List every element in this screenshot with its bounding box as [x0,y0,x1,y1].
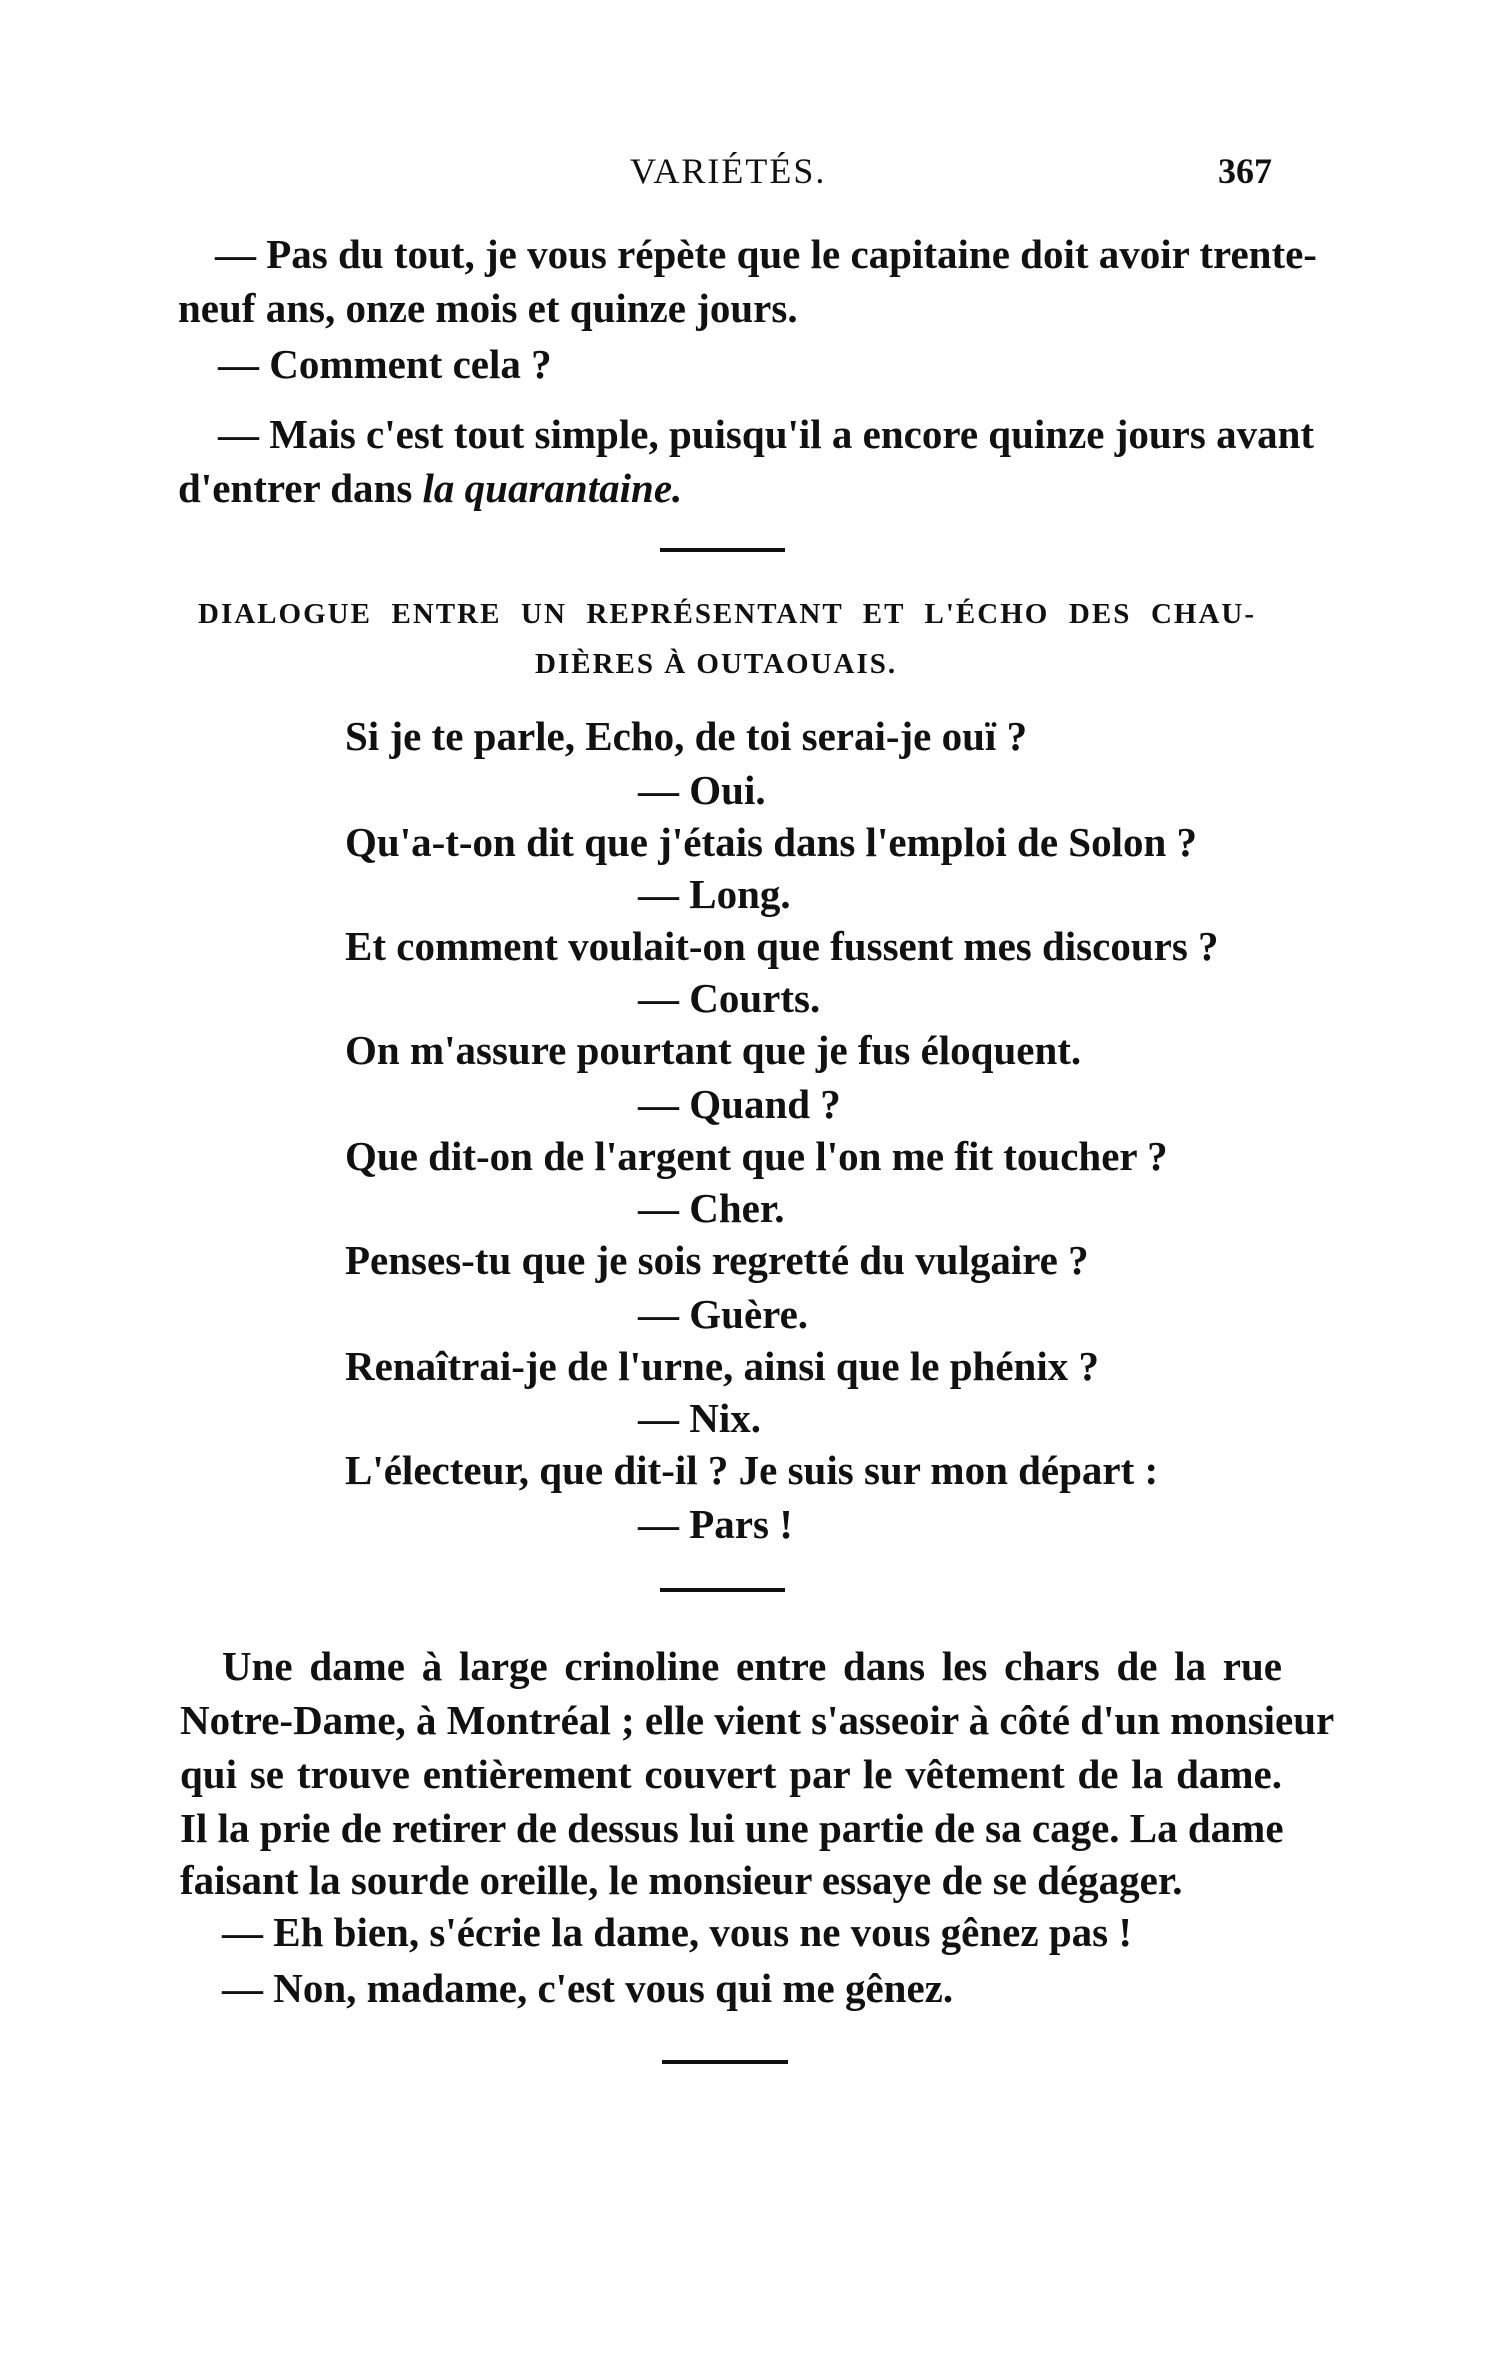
dialogue-heading-line-1: DIALOGUE ENTRE UN REPRÉSENTANT ET L'ÉCHO DES CHAU- [198,598,1256,630]
verse-answer-5: — Cher. [638,1185,785,1231]
verse-answer-7: — Nix. [638,1395,761,1441]
verse-question-7: Renaîtrai-je de l'urne, ainsi que le phénix ? [345,1343,1099,1389]
anecdote-line-4: Il la prie de retirer de dessus lui une partie de sa cage. La dame [180,1805,1284,1851]
intro-line-3: — Comment cela ? [218,341,552,387]
verse-answer-2: — Long. [638,871,791,917]
verse-answer-1: — Oui. [638,767,766,813]
verse-question-5: Que dit-on de l'argent que l'on me fit toucher ? [345,1133,1168,1179]
intro-line-4: — Mais c'est tout simple, puisqu'il a encore quinze jours avant [218,411,1315,457]
anecdote-line-1: Une dame à large crinoline entre dans les chars de la rue [222,1643,1282,1689]
running-header: VARIÉTÉS. [630,151,827,191]
verse-question-8: L'électeur, que dit-il ? Je suis sur mon départ : [345,1447,1159,1493]
intro-line-5-emphasis: la quarantaine. [422,465,683,511]
anecdote-reply-1: — Eh bien, s'écrie la dame, vous ne vous gênez pas ! [222,1909,1132,1955]
section-divider [660,1588,785,1592]
verse-question-4: On m'assure pourtant que je fus éloquent. [345,1027,1082,1073]
verse-answer-3: — Courts. [638,975,821,1021]
verse-answer-8: — Pars ! [638,1501,793,1547]
page-number: 367 [1218,151,1272,191]
intro-line-1: — Pas du tout, je vous répète que le capitaine doit avoir trente- [215,231,1317,277]
section-divider [662,2060,788,2064]
verse-answer-4: — Quand ? [638,1081,841,1127]
intro-line-2: neuf ans, onze mois et quinze jours. [178,285,798,331]
anecdote-reply-2: — Non, madame, c'est vous qui me gênez. [222,1965,954,2011]
verse-question-3: Et comment voulait-on que fussent mes discours ? [345,923,1219,969]
anecdote-line-3: qui se trouve entièrement couvert par le vêtement de la dame. [180,1751,1282,1797]
intro-line-5 [178,462,682,514]
section-divider [660,548,785,552]
verse-question-1: Si je te parle, Echo, de toi serai-je ouï ? [345,713,1028,759]
anecdote-line-5: faisant la sourde oreille, le monsieur essaye de se dégager. [180,1857,1183,1903]
verse-question-6: Penses-tu que je sois regretté du vulgaire ? [345,1237,1089,1283]
verse-question-2: Qu'a-t-on dit que j'étais dans l'emploi de Solon ? [345,819,1198,865]
intro-line-5-text: d'entrer dans [178,465,423,511]
dialogue-heading-line-2: DIÈRES À OUTAOUAIS. [535,648,898,680]
anecdote-line-2: Notre-Dame, à Montréal ; elle vient s'asseoir à côté d'un monsieur [180,1697,1335,1743]
verse-answer-6: — Guère. [638,1291,809,1337]
